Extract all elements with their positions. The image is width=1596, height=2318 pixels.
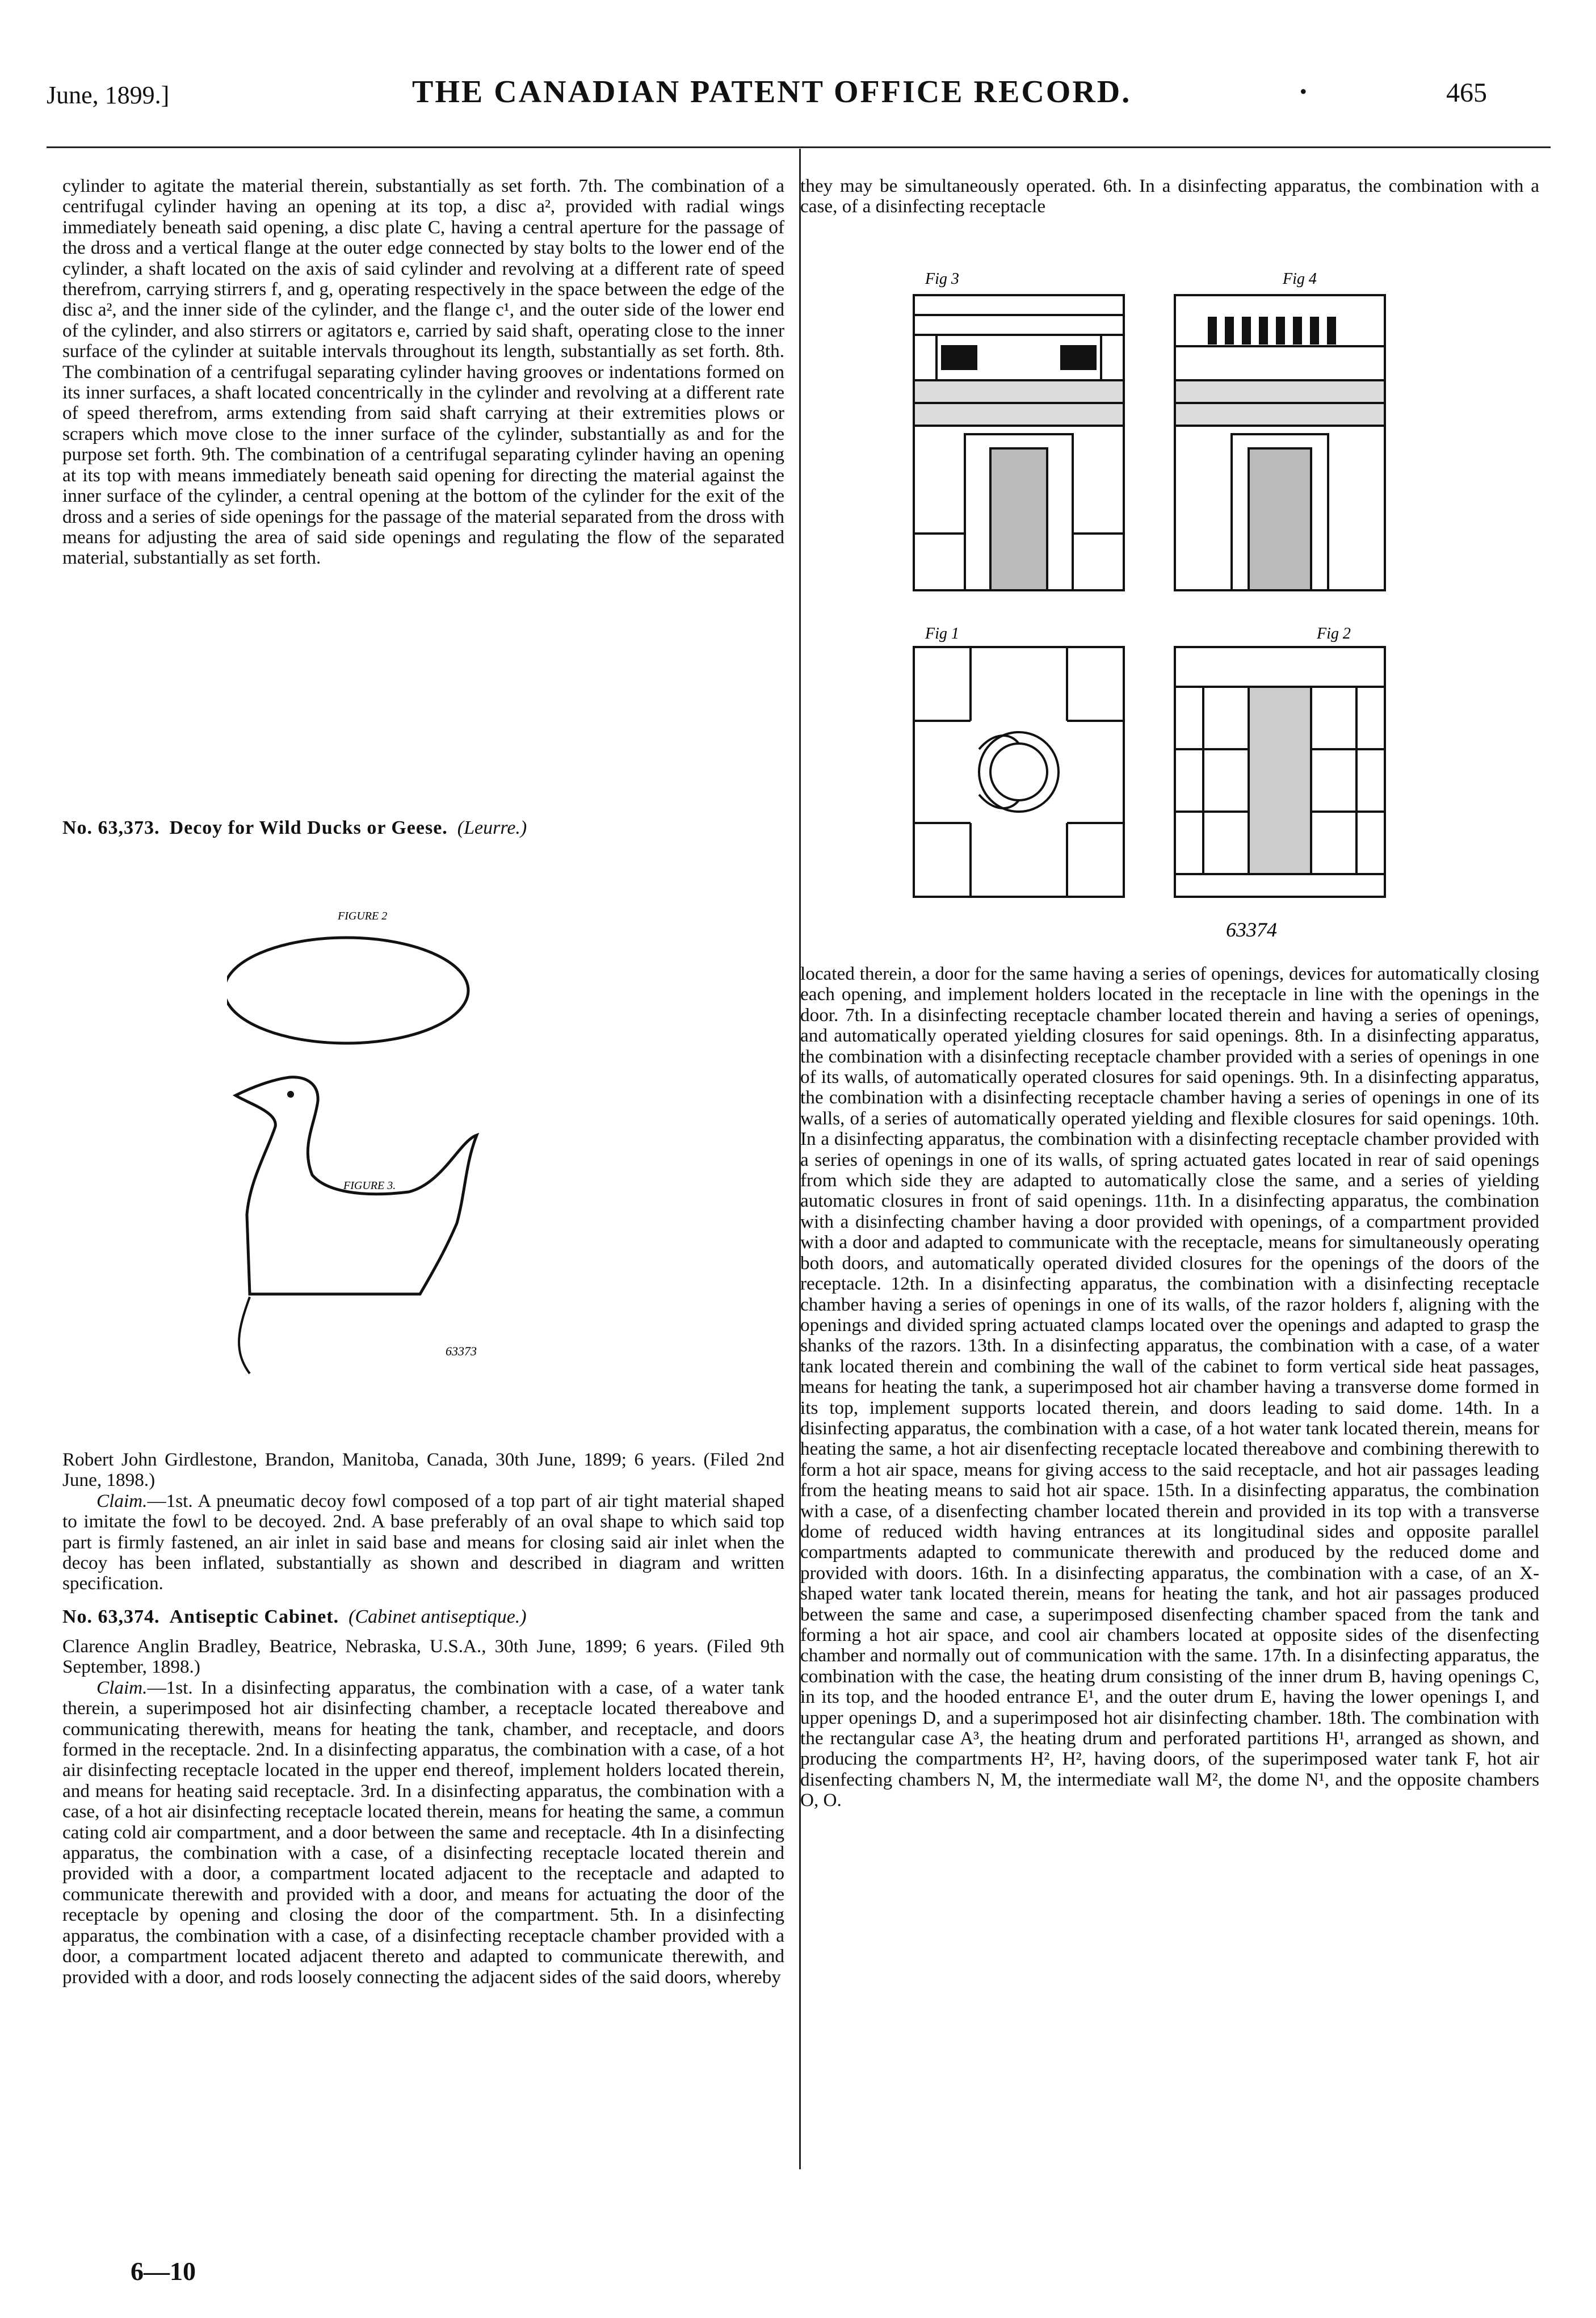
fig1-drawing xyxy=(914,647,1124,897)
fig3-drawing xyxy=(914,295,1124,590)
patent-63374-heading xyxy=(62,1606,784,1628)
issue-date: June, 1899.] xyxy=(47,81,170,109)
figure-2-label: FIGURE 2 xyxy=(338,910,388,922)
inventor-63374: Clarence Anglin Bradley, Beatrice, Nebraska, U.S.A., 30th June, 1899; 6 years. (Filed 9th September, 1898.) xyxy=(62,1636,784,1678)
cabinet-figures xyxy=(885,267,1498,948)
patent-63374-body xyxy=(62,1636,784,1988)
page-number: 465 xyxy=(1446,78,1487,108)
patent-french-title: (Cabinet antiseptique.) xyxy=(348,1606,527,1627)
fig2-label: Fig 2 xyxy=(1317,625,1351,643)
header-mark: • xyxy=(1300,80,1307,103)
continued-claims-text: cylinder to agitate the material therein, substantially as set forth. 7th. The combination of a centrifugal cylinder having an opening at its top, a disc a², provided with radial wings immediately beneath said opening, a disc plate C, having a central aperture for the passage of the dross and a vertical flange at the outer edge connected by stay bolts to the lower end of the cylinder, a shaft located on the axis of said cylinder and revolving at a different rate of speed therefrom, carrying stirrers f, and g, operating respectively in the space between the edge of the disc a², and the inner side of the cylinder, and the flange c¹, and the outer side of the lower end of the cylinder, and also stirrers or agitators e, carried by said shaft, operating close to the inner surface of the cylinder at suitable intervals throughout its length, substantially as set forth. 8th. The combination of a centrifugal separating cylinder having grooves or indentations formed on its inner surfaces, a shaft located concentrically in the cylinder and revolving at a different rate of speed therefrom, arms extending from said shaft carrying at their extremities plows or scrapers which move close to the inner surface of the cylinder, substantially as and for the purpose set forth. 9th. The combination of a centrifugal separating cylinder having an opening at its top with means immediately beneath said opening for directing the material against the inner surface of the cylinder, a central opening at the bottom of the cylinder for the exit of the dross and a series of side openings for the passage of the material separated from the dross with means for adjusting the area of said side openings and regulating the flow of the separated material, substantially as set forth. xyxy=(62,175,784,569)
fig4-drawing xyxy=(1175,295,1385,590)
figure-number-63374: 63374 xyxy=(1226,918,1277,941)
air-inlet-tube xyxy=(239,1297,250,1374)
patent-title: Decoy for Wild Ducks or Geese. xyxy=(169,817,448,838)
claim-prefix: Claim. xyxy=(96,1490,148,1511)
signature-mark: 6—10 xyxy=(131,2257,196,2286)
patent-number: No. 63,373. xyxy=(62,817,160,838)
continued-claims xyxy=(62,176,784,569)
figure-number: 63373 xyxy=(446,1344,477,1358)
decoy-figure xyxy=(227,897,795,1419)
inventor-63373: Robert John Girdlestone, Brandon, Manitoba, Canada, 30th June, 1899; 6 years. (Filed 2nd June, 1898.) xyxy=(62,1449,784,1491)
fig3-label: Fig 3 xyxy=(925,270,959,288)
fig1-label: Fig 1 xyxy=(925,625,959,643)
right-continued-text: located therein, a door for the same having a series of openings, devices for automatically closing each opening, and implement holders located in the receptacle in line with the openings in the door. 7th. In a disinfecting receptacle chamber located therein and having a series of openings, and automatically operated yielding closures for said openings. 8th. In a disinfecting apparatus, the combination with a disinfecting receptacle chamber provided with a series of openings in one of its walls, of automatically operated closures for said openings. 9th. In a disinfecting apparatus, the combination with a disinfecting receptacle chamber having a series of openings in one of its walls, of a series of automatically operated yielding and flexible closures for said openings. 10th. In a disinfecting apparatus, the combination with a disinfecting receptacle chamber provided with a series of openings in one of its walls, of spring actuated gates located in rear of said openings from which side they are adapted to automatically close the same, and a series of yielding automatic closures in front of said openings. 11th. In a disinfecting apparatus, the combination with a disinfecting chamber having a door provided with openings, of a compartment provided with a door and adapted to communicate with the receptacle, means for simultaneously operating both doors, and automatically operated divided closures for the openings of the doors of the receptacle. 12th. In a disinfecting apparatus, the combination with a disinfecting receptacle chamber having a series of openings in one of its walls, of the razor holders f, aligning with the openings and divided spring actuated clamps located over the openings and adapted to grasp the shanks of the razors. 13th. In a disinfecting apparatus, the combination with a case, of a water tank located therein and combining the wall of the cabinet to form vertical side heat passages, means for heating the tank, a superimposed hot air chamber having a transverse dome formed in its top, implement supports located therein, and doors leading to said dome. 14th. In a disinfecting apparatus, the combination with a case, of a hot water tank located therein, means for heating the same, a hot air disenfecting receptacle located thereabove and combining therewith to form a hot air space, means for giving access to the said receptacle, and hot air passages leading from the heating means to said hot air space. 15th. In a disinfecting apparatus, the combination with a case, of a disenfecting chamber located therein and provided in its top with a transverse dome of reduced width having entrances at its longitudinal sides and opposite parallel compartments adapted to communicate therewith and produced by the reduced dome and provided with doors. 16th. In a disinfecting apparatus, the combination with a case, of an X-shaped water tank located therein, means for heating the tank, and hot air passages produced between the same and case, a superimposed disenfecting chamber spaced from the tank and forming a hot air space, and cool air chambers located at opposite sides of the disenfecting chamber and normally out of communication with the same. 17th. In a disinfecting apparatus, the combination with the case, the heating drum consisting of the inner drum B, having openings C, in its top, and the hooded entrance E¹, and the outer drum E, having the lower openings I, and upper openings D, and a superimposed hot air disinfecting chamber. 18th. The combination with the rectangular case A³, the heating drum and perforated partitions H¹, arranged as shown, and producing the compartments H², H², having doors, of the superimposed water tank F, hot air disenfecting chambers N, M, the intermediate wall M², the dome N¹, and the opposite chambers O, O. xyxy=(800,963,1539,1811)
publication-title: THE CANADIAN PATENT OFFICE RECORD. xyxy=(412,74,1132,110)
claim-63373: Claim.—1st. A pneumatic decoy fowl composed of a top part of air tight material shaped to imitate the fowl to be decoyed. 2nd. A base preferably of an oval shape to which said top part is firmly fastened, an air inlet in said base and means for closing said air inlet when the decoy has been inflated, substantially as shown and described in diagram and written specification. xyxy=(62,1490,784,1594)
decoy-base-oval xyxy=(227,938,468,1043)
claim-63374: Claim.—1st. In a disinfecting apparatus, the combination with a case, of a water tank therein, a superimposed hot air disinfecting chamber, a receptacle located thereabove and communicating therewith, means for heating the tank, chamber, and receptacle, and doors formed in the receptacle. 2nd. In a disinfecting apparatus, the combination with a case, of a hot air disinfecting receptacle located in the upper end thereof, implement holders located therein, and means for heating said receptacle. 3rd. In a disinfecting apparatus, the combination with a case, of a hot air disinfecting receptacle located therein, means for heating the same, a commun cating cold air compartment, and a door between the same and receptacle. 4th In a disinfecting apparatus, the combination with a case, of a disinfecting receptacle located therein and provided with a door, a compartment located adjacent to the receptacle and adapted to communicate therewith and provided with a door, and means for actuating the door of the receptacle by opening and closing the door of the compartment. 5th. In a disinfecting apparatus, the combination with a case, of a disinfecting receptacle chamber provided with a door, a compartment located adjacent thereto and adapted to communicate therewith, and provided with a door, and rods loosely connecting the adjacent sides of the said doors, whereby xyxy=(62,1677,784,1988)
figure-3-label: FIGURE 3. xyxy=(343,1179,396,1192)
fig2-drawing xyxy=(1175,647,1385,897)
header-rule xyxy=(47,146,1551,148)
patent-63373-body xyxy=(62,1450,784,1594)
right-top-text: they may be simultaneously operated. 6th. In a disinfecting apparatus, the combination with a case, of a disinfecting receptacle xyxy=(800,175,1539,217)
fig4-label: Fig 4 xyxy=(1283,270,1317,288)
claim-prefix: Claim. xyxy=(96,1677,148,1698)
patent-french-title: (Leurre.) xyxy=(457,817,527,838)
patent-63373-heading xyxy=(62,817,784,839)
patent-title: Antiseptic Cabinet. xyxy=(169,1606,339,1627)
duck-eye xyxy=(287,1091,294,1098)
patent-number: No. 63,374. xyxy=(62,1606,160,1627)
